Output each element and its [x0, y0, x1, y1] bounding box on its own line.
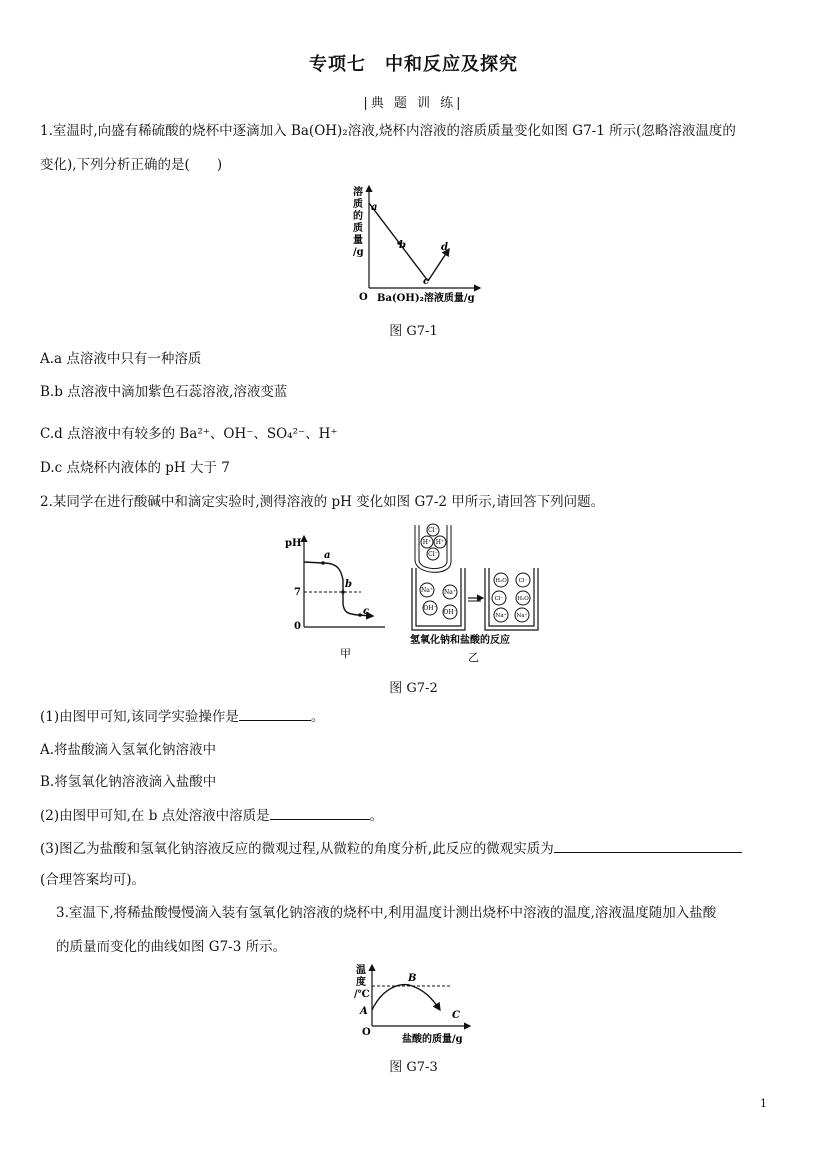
figure-g7-1: [345, 183, 485, 308]
svg-text:溶: 溶: [353, 187, 363, 198]
figure-g7-3: [352, 960, 477, 1050]
svg-text:量: 量: [353, 235, 363, 246]
point-c-label: c: [423, 276, 430, 287]
point-c-dot: [358, 613, 362, 617]
x-axis-label: 盐酸的质量/g: [402, 1034, 463, 1045]
svg-text:度: 度: [356, 977, 366, 988]
q1-option-b: B.b 点溶液中滴加紫色石蕊溶液,溶液变蓝: [40, 384, 288, 400]
page-number: 1: [760, 1097, 767, 1110]
svg-text:Na⁺: Na⁺: [516, 613, 528, 619]
beaker-caption: 氢氧化钠和盐酸的反应: [410, 635, 510, 646]
svg-text:Cl⁻: Cl⁻: [494, 596, 504, 602]
q3-stem-line1: 3.室温下,将稀盐酸慢慢滴入装有氢氧化钠溶液的烧杯中,利用温度计测出烧杯中溶液的温度,溶液温度随加入盐酸: [56, 905, 717, 921]
q2-sub1: (1)由图甲可知,该同学实验操作是 。: [40, 706, 787, 727]
svg-text:温: 温: [356, 965, 366, 976]
point-c-label: c: [363, 606, 370, 617]
tick-0-label: 0: [294, 621, 301, 632]
y-axis-label: pH: [285, 538, 302, 549]
point-d-label: d: [441, 242, 448, 253]
q2-sub1-option-a: A.将盐酸滴入氢氧化钠溶液中: [40, 742, 217, 758]
q2-stem: 2.某同学在进行酸碱中和滴定实验时,测得溶液的 pH 变化如图 G7-2 甲所示,请回答下列问题。: [40, 494, 605, 510]
figure-g7-2-jia: [283, 530, 388, 660]
svg-text:的: 的: [353, 211, 363, 222]
left-beaker: [412, 568, 465, 630]
q2-sub1-option-b: B.将氢氧化钠溶液滴入盐酸中: [40, 774, 217, 790]
point-c-label: C: [452, 1010, 460, 1021]
line-c-d: [428, 249, 449, 281]
figure-g7-2-yi: [405, 520, 550, 665]
dropper-ions: [421, 524, 446, 560]
svg-text:H₂O: H₂O: [517, 596, 529, 602]
point-b-label: b: [345, 579, 352, 590]
svg-text:OH⁻: OH⁻: [443, 609, 457, 616]
point-a-label: a: [324, 550, 331, 561]
x-axis-label: Ba(OH)₂溶液质量/g: [377, 293, 475, 304]
section-subtitle: |典 题 训 练|: [363, 96, 464, 111]
origin-label: O: [362, 1027, 371, 1038]
q3-stem-line2: 的质量而变化的曲线如图 G7-3 所示。: [56, 939, 287, 955]
answer-blank-1[interactable]: [239, 706, 311, 721]
origin-label: O: [359, 292, 368, 303]
q1-option-d: D.c 点烧杯内液体的 pH 大于 7: [40, 460, 230, 476]
q2-sub3: (3)图乙为盐酸和氢氧化钠溶液反应的微观过程,从微粒的角度分析,此反应的微观实质为: [40, 838, 787, 859]
svg-text:OH⁻: OH⁻: [423, 605, 437, 612]
point-a-dot: [321, 561, 325, 565]
svg-text:H⁺: H⁺: [422, 539, 432, 546]
svg-text:Cl⁻: Cl⁻: [428, 551, 438, 558]
svg-text:H⁺: H⁺: [435, 539, 445, 546]
page-title: 专项七 中和反应及探究: [309, 54, 518, 75]
q1-option-c: C.d 点溶液中有较多的 Ba²⁺、OH⁻、SO₄²⁻、H⁺: [40, 426, 338, 442]
yi-label: 乙: [468, 651, 479, 664]
q1-stem-line2: 变化),下列分析正确的是( ): [40, 157, 223, 173]
q2-sub3-line2: (合理答案均可)。: [40, 872, 146, 888]
svg-text:Cl⁻: Cl⁻: [428, 527, 438, 534]
svg-text:Cl⁻: Cl⁻: [518, 578, 528, 584]
figure-g7-1-caption: 图 G7-1: [389, 324, 438, 339]
point-b-label: b: [399, 240, 406, 251]
q2-sub2: (2)由图甲可知,在 b 点处溶液中溶质是 。: [40, 805, 787, 826]
svg-text:Na⁺: Na⁺: [421, 587, 433, 594]
figure-g7-3-caption: 图 G7-3: [389, 1060, 438, 1075]
jia-label: 甲: [340, 647, 351, 660]
point-b-dot: [341, 590, 345, 594]
y-axis-label: [354, 963, 370, 1000]
svg-text:H₂O: H₂O: [495, 578, 507, 584]
point-b-label: B: [408, 973, 417, 984]
svg-text:Na⁺: Na⁺: [495, 613, 507, 619]
svg-text:Na⁺: Na⁺: [444, 589, 456, 596]
right-beaker-ions: [492, 573, 530, 622]
point-a-label: a: [371, 202, 378, 213]
y-axis-label: [353, 185, 364, 258]
q1-option-a: A.a 点溶液中只有一种溶质: [40, 351, 202, 367]
svg-text:质: 质: [353, 223, 363, 234]
answer-blank-2[interactable]: [270, 805, 370, 820]
point-a-label: A: [360, 1006, 368, 1017]
temperature-curve: [372, 985, 440, 1010]
q1-stem-line1: 1.室温时,向盛有稀硫酸的烧杯中逐滴加入 Ba(OH)₂溶液,烧杯内溶液的溶质质量变化如图 G7-1 所示(忽略溶液温度的: [40, 123, 736, 139]
answer-blank-3[interactable]: [554, 838, 742, 853]
svg-text:/℃: /℃: [354, 989, 370, 1000]
tick-7-label: 7: [294, 587, 301, 598]
figure-g7-2-caption: 图 G7-2: [389, 681, 438, 696]
svg-text:/g: /g: [353, 247, 364, 258]
svg-text:质: 质: [353, 199, 363, 210]
left-beaker-ions: [420, 583, 457, 619]
